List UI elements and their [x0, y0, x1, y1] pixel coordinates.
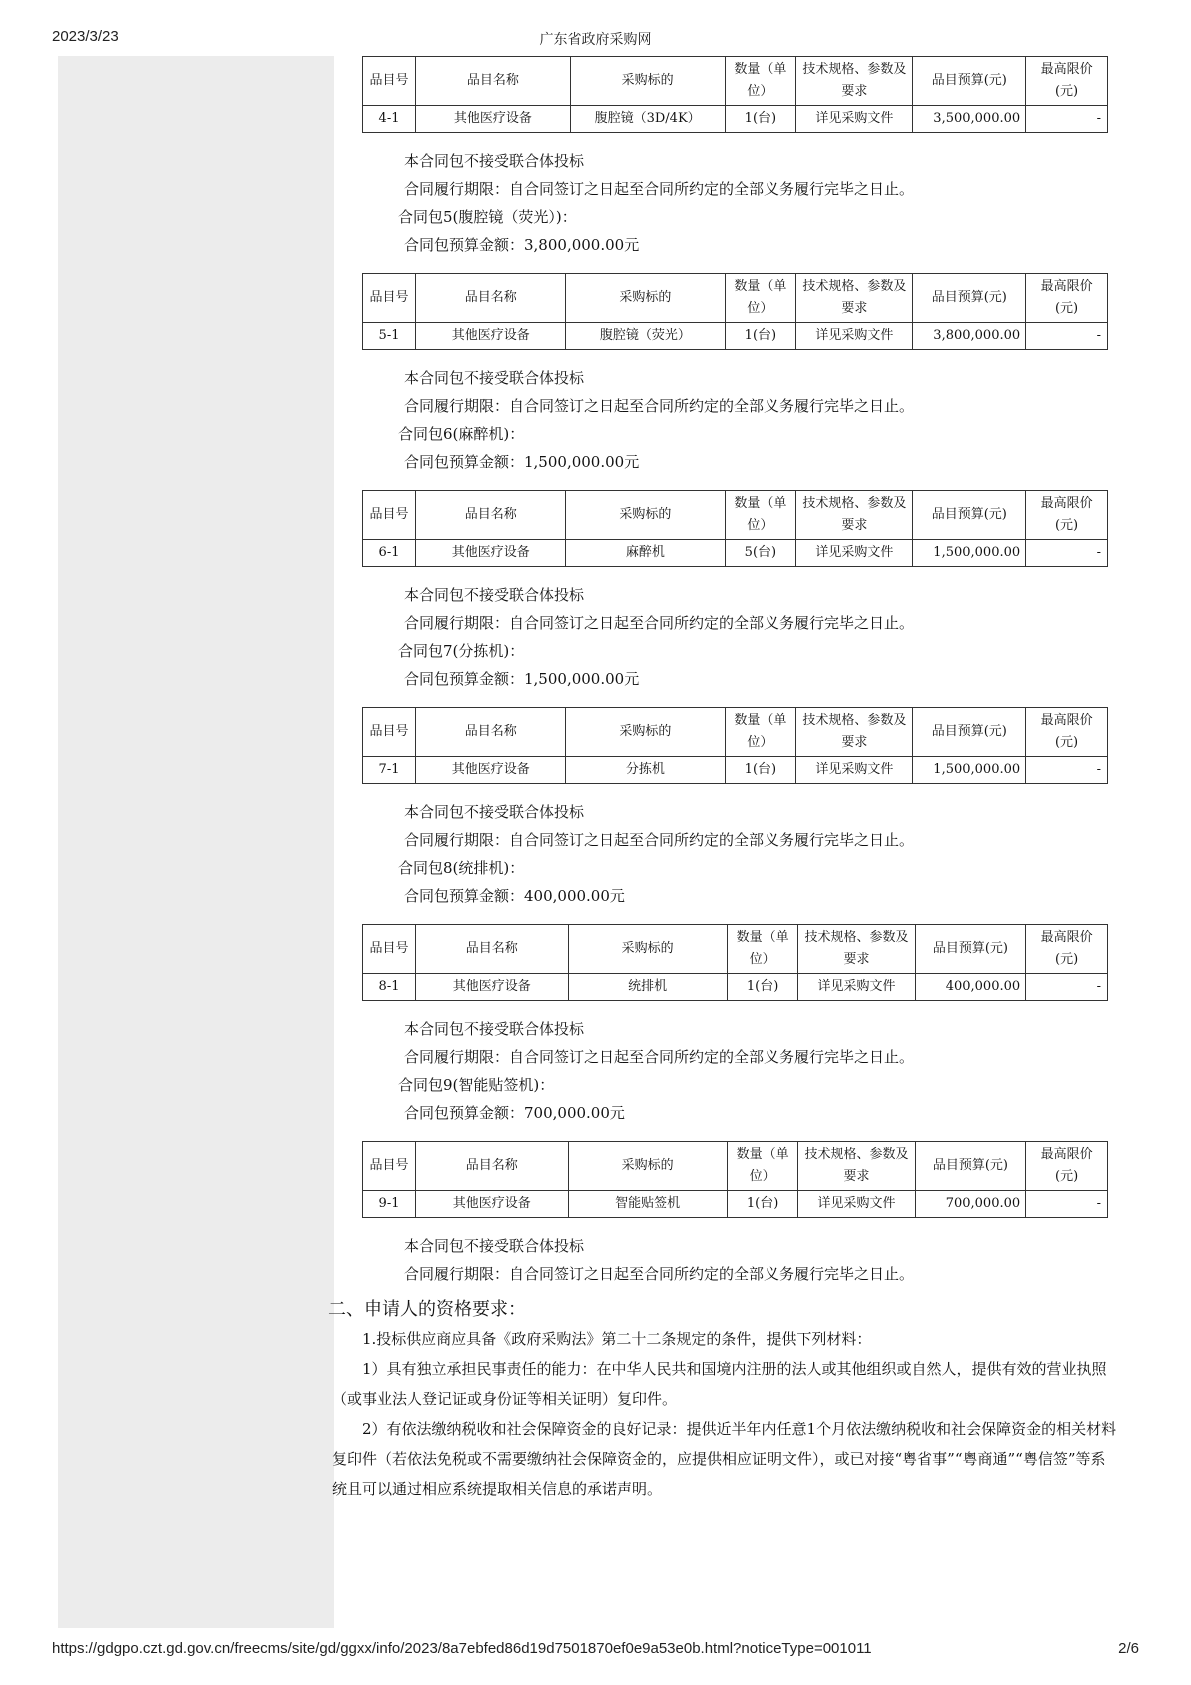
col-budget: 品目预算(元): [915, 925, 1026, 974]
cell-item-no: 8-1: [363, 974, 416, 1001]
col-spec: 技术规格、参数及要求: [798, 925, 915, 974]
cell-item-name: 其他医疗设备: [416, 106, 571, 133]
cell-item-no: 4-1: [363, 106, 416, 133]
col-qty: 数量（单位）: [727, 1142, 798, 1191]
col-max-price: 最高限价(元): [1026, 57, 1108, 106]
contract-term: 合同履行期限：自合同签订之日起至合同所约定的全部义务履行完毕之日止。: [404, 614, 915, 632]
no-consortium-note: 本合同包不接受联合体投标: [404, 803, 585, 821]
cell-budget: 700,000.00: [915, 1191, 1026, 1218]
pkg5-title: 合同包5(腹腔镜（荧光）)：: [398, 208, 577, 226]
table-row: [363, 1191, 1108, 1218]
cell-max-price: -: [1026, 540, 1108, 567]
cell-budget: 1,500,000.00: [913, 540, 1026, 567]
col-budget: 品目预算(元): [913, 491, 1026, 540]
cell-item-no: 6-1: [363, 540, 416, 567]
pkg9-item-table: [362, 1141, 1108, 1218]
print-date: 2023/3/23: [52, 28, 119, 45]
col-spec: 技术规格、参数及要求: [796, 708, 913, 757]
pkg6-item-table: [362, 490, 1108, 567]
cell-budget: 3,500,000.00: [913, 106, 1026, 133]
cell-spec: 详见采购文件: [796, 323, 913, 350]
no-consortium-note: 本合同包不接受联合体投标: [404, 1237, 585, 1255]
col-item-no: 品目号: [363, 57, 416, 106]
cell-item-no: 5-1: [363, 323, 416, 350]
pkg8-title: 合同包8(统排机)：: [398, 859, 525, 877]
pkg5-budget: 合同包预算金额：3,800,000.00元: [404, 236, 640, 254]
cell-target: 统排机: [568, 974, 727, 1001]
pkg6-budget: 合同包预算金额：1,500,000.00元: [404, 453, 640, 471]
cell-qty: 1(台): [725, 757, 796, 784]
section-qualification-title: 二、申请人的资格要求：: [328, 1299, 526, 1320]
cell-spec: 详见采购文件: [796, 757, 913, 784]
col-max-price: 最高限价(元): [1026, 708, 1108, 757]
col-qty: 数量（单位）: [725, 57, 796, 106]
col-budget: 品目预算(元): [915, 1142, 1026, 1191]
col-budget: 品目预算(元): [913, 274, 1026, 323]
cell-max-price: -: [1026, 323, 1108, 350]
main-content: [328, 56, 1122, 1504]
cell-spec: 详见采购文件: [798, 1191, 915, 1218]
pkg5-item-table: [362, 273, 1108, 350]
table-row: [363, 757, 1108, 784]
table-row: [363, 974, 1108, 1001]
cell-spec: 详见采购文件: [796, 540, 913, 567]
cell-max-price: -: [1026, 757, 1108, 784]
table-header-row: [363, 491, 1108, 540]
col-item-name: 品目名称: [416, 491, 566, 540]
table-row: [363, 106, 1108, 133]
col-spec: 技术规格、参数及要求: [796, 274, 913, 323]
cell-spec: 详见采购文件: [796, 106, 913, 133]
page-number: 2/6: [1118, 1640, 1139, 1657]
col-spec: 技术规格、参数及要求: [796, 57, 913, 106]
cell-budget: 3,800,000.00: [913, 323, 1026, 350]
cell-qty: 1(台): [727, 1191, 798, 1218]
footer-url: https://gdgpo.czt.gd.gov.cn/freecms/site/gd/ggxx/info/2023/8a7ebfed86d19d7501870ef0e9a53e0b.html?noticeType=001011: [52, 1640, 872, 1657]
cell-item-name: 其他医疗设备: [416, 1191, 569, 1218]
no-consortium-note: 本合同包不接受联合体投标: [404, 586, 585, 604]
col-max-price: 最高限价(元): [1026, 491, 1108, 540]
contract-term: 合同履行期限：自合同签订之日起至合同所约定的全部义务履行完毕之日止。: [404, 1048, 915, 1066]
table-header-row: [363, 925, 1108, 974]
col-item-no: 品目号: [363, 491, 416, 540]
cell-item-name: 其他医疗设备: [416, 323, 566, 350]
qualification-item-1-1: 1）具有独立承担民事责任的能力：在中华人民共和国境内注册的法人或其他组织或自然人，提供有效的营业执照（或事业法人登记证或身份证等相关证明）复印件。: [332, 1360, 1107, 1408]
left-sidebar-panel: [58, 56, 334, 1628]
no-consortium-note: 本合同包不接受联合体投标: [404, 1020, 585, 1038]
cell-max-price: -: [1026, 106, 1108, 133]
cell-spec: 详见采购文件: [798, 974, 915, 1001]
col-budget: 品目预算(元): [913, 57, 1026, 106]
contract-term: 合同履行期限：自合同签订之日起至合同所约定的全部义务履行完毕之日止。: [404, 397, 915, 415]
contract-term: 合同履行期限：自合同签订之日起至合同所约定的全部义务履行完毕之日止。: [404, 1265, 915, 1283]
table-header-row: [363, 57, 1108, 106]
table-header-row: [363, 1142, 1108, 1191]
col-item-name: 品目名称: [416, 274, 566, 323]
col-item-name: 品目名称: [416, 708, 566, 757]
table-row: [363, 323, 1108, 350]
col-item-no: 品目号: [363, 1142, 416, 1191]
col-qty: 数量（单位）: [725, 491, 796, 540]
cell-qty: 1(台): [725, 106, 796, 133]
col-budget: 品目预算(元): [913, 708, 1026, 757]
col-max-price: 最高限价(元): [1026, 1142, 1108, 1191]
cell-target: 分拣机: [566, 757, 725, 784]
cell-target: 腹腔镜（荧光）: [566, 323, 725, 350]
pkg7-title: 合同包7(分拣机)：: [398, 642, 525, 660]
pkg8-item-table: [362, 924, 1108, 1001]
pkg6-title: 合同包6(麻醉机)：: [398, 425, 525, 443]
cell-budget: 400,000.00: [915, 974, 1026, 1001]
cell-item-name: 其他医疗设备: [416, 974, 569, 1001]
cell-target: 腹腔镜（3D/4K）: [570, 106, 725, 133]
col-target: 采购标的: [566, 491, 725, 540]
col-spec: 技术规格、参数及要求: [798, 1142, 915, 1191]
col-spec: 技术规格、参数及要求: [796, 491, 913, 540]
table-header-row: [363, 708, 1108, 757]
col-max-price: 最高限价(元): [1026, 925, 1108, 974]
cell-max-price: -: [1026, 1191, 1108, 1218]
contract-term: 合同履行期限：自合同签订之日起至合同所约定的全部义务履行完毕之日止。: [404, 180, 915, 198]
col-qty: 数量（单位）: [727, 925, 798, 974]
no-consortium-note: 本合同包不接受联合体投标: [404, 369, 585, 387]
col-qty: 数量（单位）: [725, 274, 796, 323]
pkg9-title: 合同包9(智能贴签机)：: [398, 1076, 555, 1094]
cell-item-no: 9-1: [363, 1191, 416, 1218]
cell-item-no: 7-1: [363, 757, 416, 784]
qualification-item-1-2: 2）有依法缴纳税收和社会保障资金的良好记录：提供近半年内任意1个月依法缴纳税收和社会保障资金的相关材料复印件（若依法免税或不需要缴纳社会保障资金的，应提供相应证明文件），或已对接“粤省事”“粤商通”“粤信签”等系统且可以通过相应系统提取相关信息的承诺声明。: [332, 1420, 1117, 1498]
pkg8-budget: 合同包预算金额：400,000.00元: [404, 887, 625, 905]
col-target: 采购标的: [568, 1142, 727, 1191]
cell-budget: 1,500,000.00: [913, 757, 1026, 784]
cell-qty: 1(台): [727, 974, 798, 1001]
pkg4-item-table: [362, 56, 1108, 133]
cell-target: 麻醉机: [566, 540, 725, 567]
pkg7-budget: 合同包预算金额：1,500,000.00元: [404, 670, 640, 688]
col-item-name: 品目名称: [416, 1142, 569, 1191]
col-target: 采购标的: [570, 57, 725, 106]
no-consortium-note: 本合同包不接受联合体投标: [404, 152, 585, 170]
cell-max-price: -: [1026, 974, 1108, 1001]
col-item-no: 品目号: [363, 708, 416, 757]
cell-qty: 5(台): [725, 540, 796, 567]
cell-item-name: 其他医疗设备: [416, 757, 566, 784]
pkg9-budget: 合同包预算金额：700,000.00元: [404, 1104, 625, 1122]
pkg7-item-table: [362, 707, 1108, 784]
site-title: 广东省政府采购网: [539, 32, 652, 48]
col-target: 采购标的: [568, 925, 727, 974]
col-item-name: 品目名称: [416, 925, 569, 974]
col-item-name: 品目名称: [416, 57, 571, 106]
col-target: 采购标的: [566, 708, 725, 757]
cell-item-name: 其他医疗设备: [416, 540, 566, 567]
col-item-no: 品目号: [363, 274, 416, 323]
table-row: [363, 540, 1108, 567]
col-qty: 数量（单位）: [725, 708, 796, 757]
qualification-body: [332, 1324, 1118, 1504]
col-item-no: 品目号: [363, 925, 416, 974]
contract-term: 合同履行期限：自合同签订之日起至合同所约定的全部义务履行完毕之日止。: [404, 831, 915, 849]
qualification-item-1: 1.投标供应商应具备《政府采购法》第二十二条规定的条件，提供下列材料：: [362, 1330, 872, 1348]
table-header-row: [363, 274, 1108, 323]
cell-target: 智能贴签机: [568, 1191, 727, 1218]
col-target: 采购标的: [566, 274, 725, 323]
col-max-price: 最高限价(元): [1026, 274, 1108, 323]
cell-qty: 1(台): [725, 323, 796, 350]
